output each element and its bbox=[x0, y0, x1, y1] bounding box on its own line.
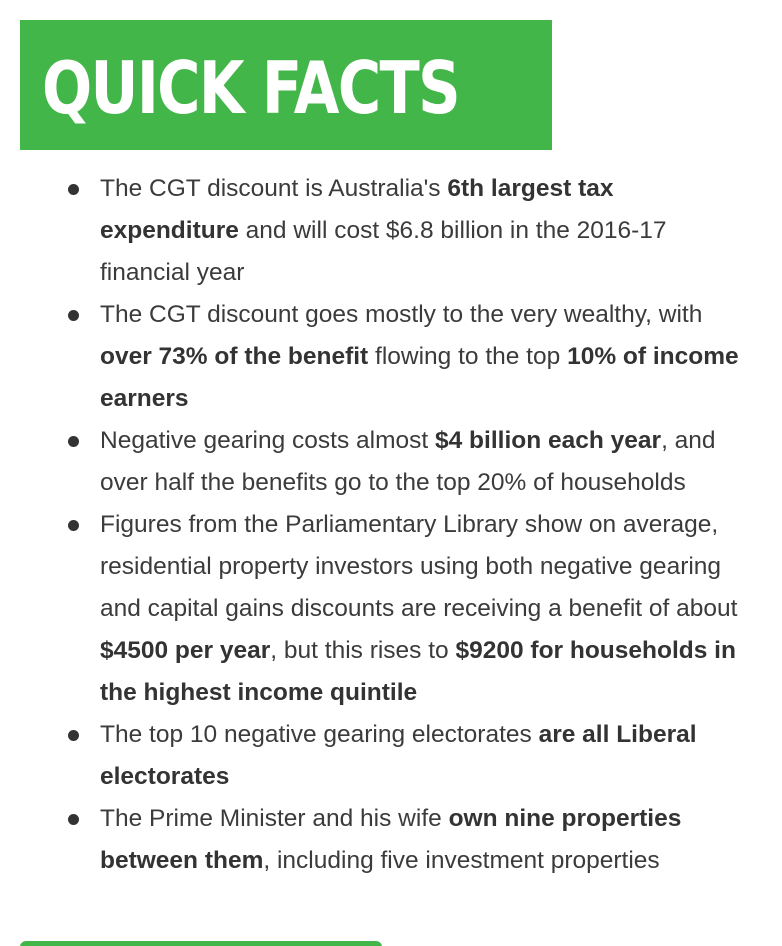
bullet-icon bbox=[68, 730, 79, 741]
bullet-icon bbox=[68, 436, 79, 447]
fact-item-prime-minister-properties bbox=[0, 798, 782, 882]
fact-item-liberal-electorates bbox=[0, 714, 782, 798]
fact-text: The CGT discount goes mostly to the very wealthy, with over 73% of the benefit flowing to the top 10% of income earners bbox=[100, 301, 739, 412]
bullet-icon bbox=[68, 184, 79, 195]
fact-text: Negative gearing costs almost $4 billion each year, and over half the benefits go to the top 20% of households bbox=[100, 427, 716, 496]
fact-text: The Prime Minister and his wife own nine properties between them, including five investment properties bbox=[100, 805, 682, 874]
fact-item-parliamentary-library bbox=[0, 504, 782, 714]
bullet-icon bbox=[68, 310, 79, 321]
fact-item-cgt-wealthy bbox=[0, 294, 782, 420]
facts-list bbox=[0, 168, 782, 882]
fact-item-cgt-cost bbox=[0, 168, 782, 294]
bullet-icon bbox=[68, 814, 79, 825]
fact-text: Figures from the Parliamentary Library show on average, residential property investors using both negative gearing and capital gains discounts are receiving a benefit of about $4500 per year, but this rises to $9200 for households in the highest income quintile bbox=[100, 511, 738, 706]
fact-item-negative-gearing-cost bbox=[0, 420, 782, 504]
fact-text: The CGT discount is Australia's 6th largest tax expenditure and will cost $6.8 billion in the 2016-17 financial year bbox=[100, 175, 667, 286]
bullet-icon bbox=[68, 520, 79, 531]
fact-text: The top 10 negative gearing electorates are all Liberal electorates bbox=[100, 721, 697, 790]
page-title: QUICK FACTS bbox=[42, 46, 460, 130]
quick-facts-banner bbox=[20, 20, 552, 150]
next-section-banner-edge bbox=[20, 941, 382, 946]
